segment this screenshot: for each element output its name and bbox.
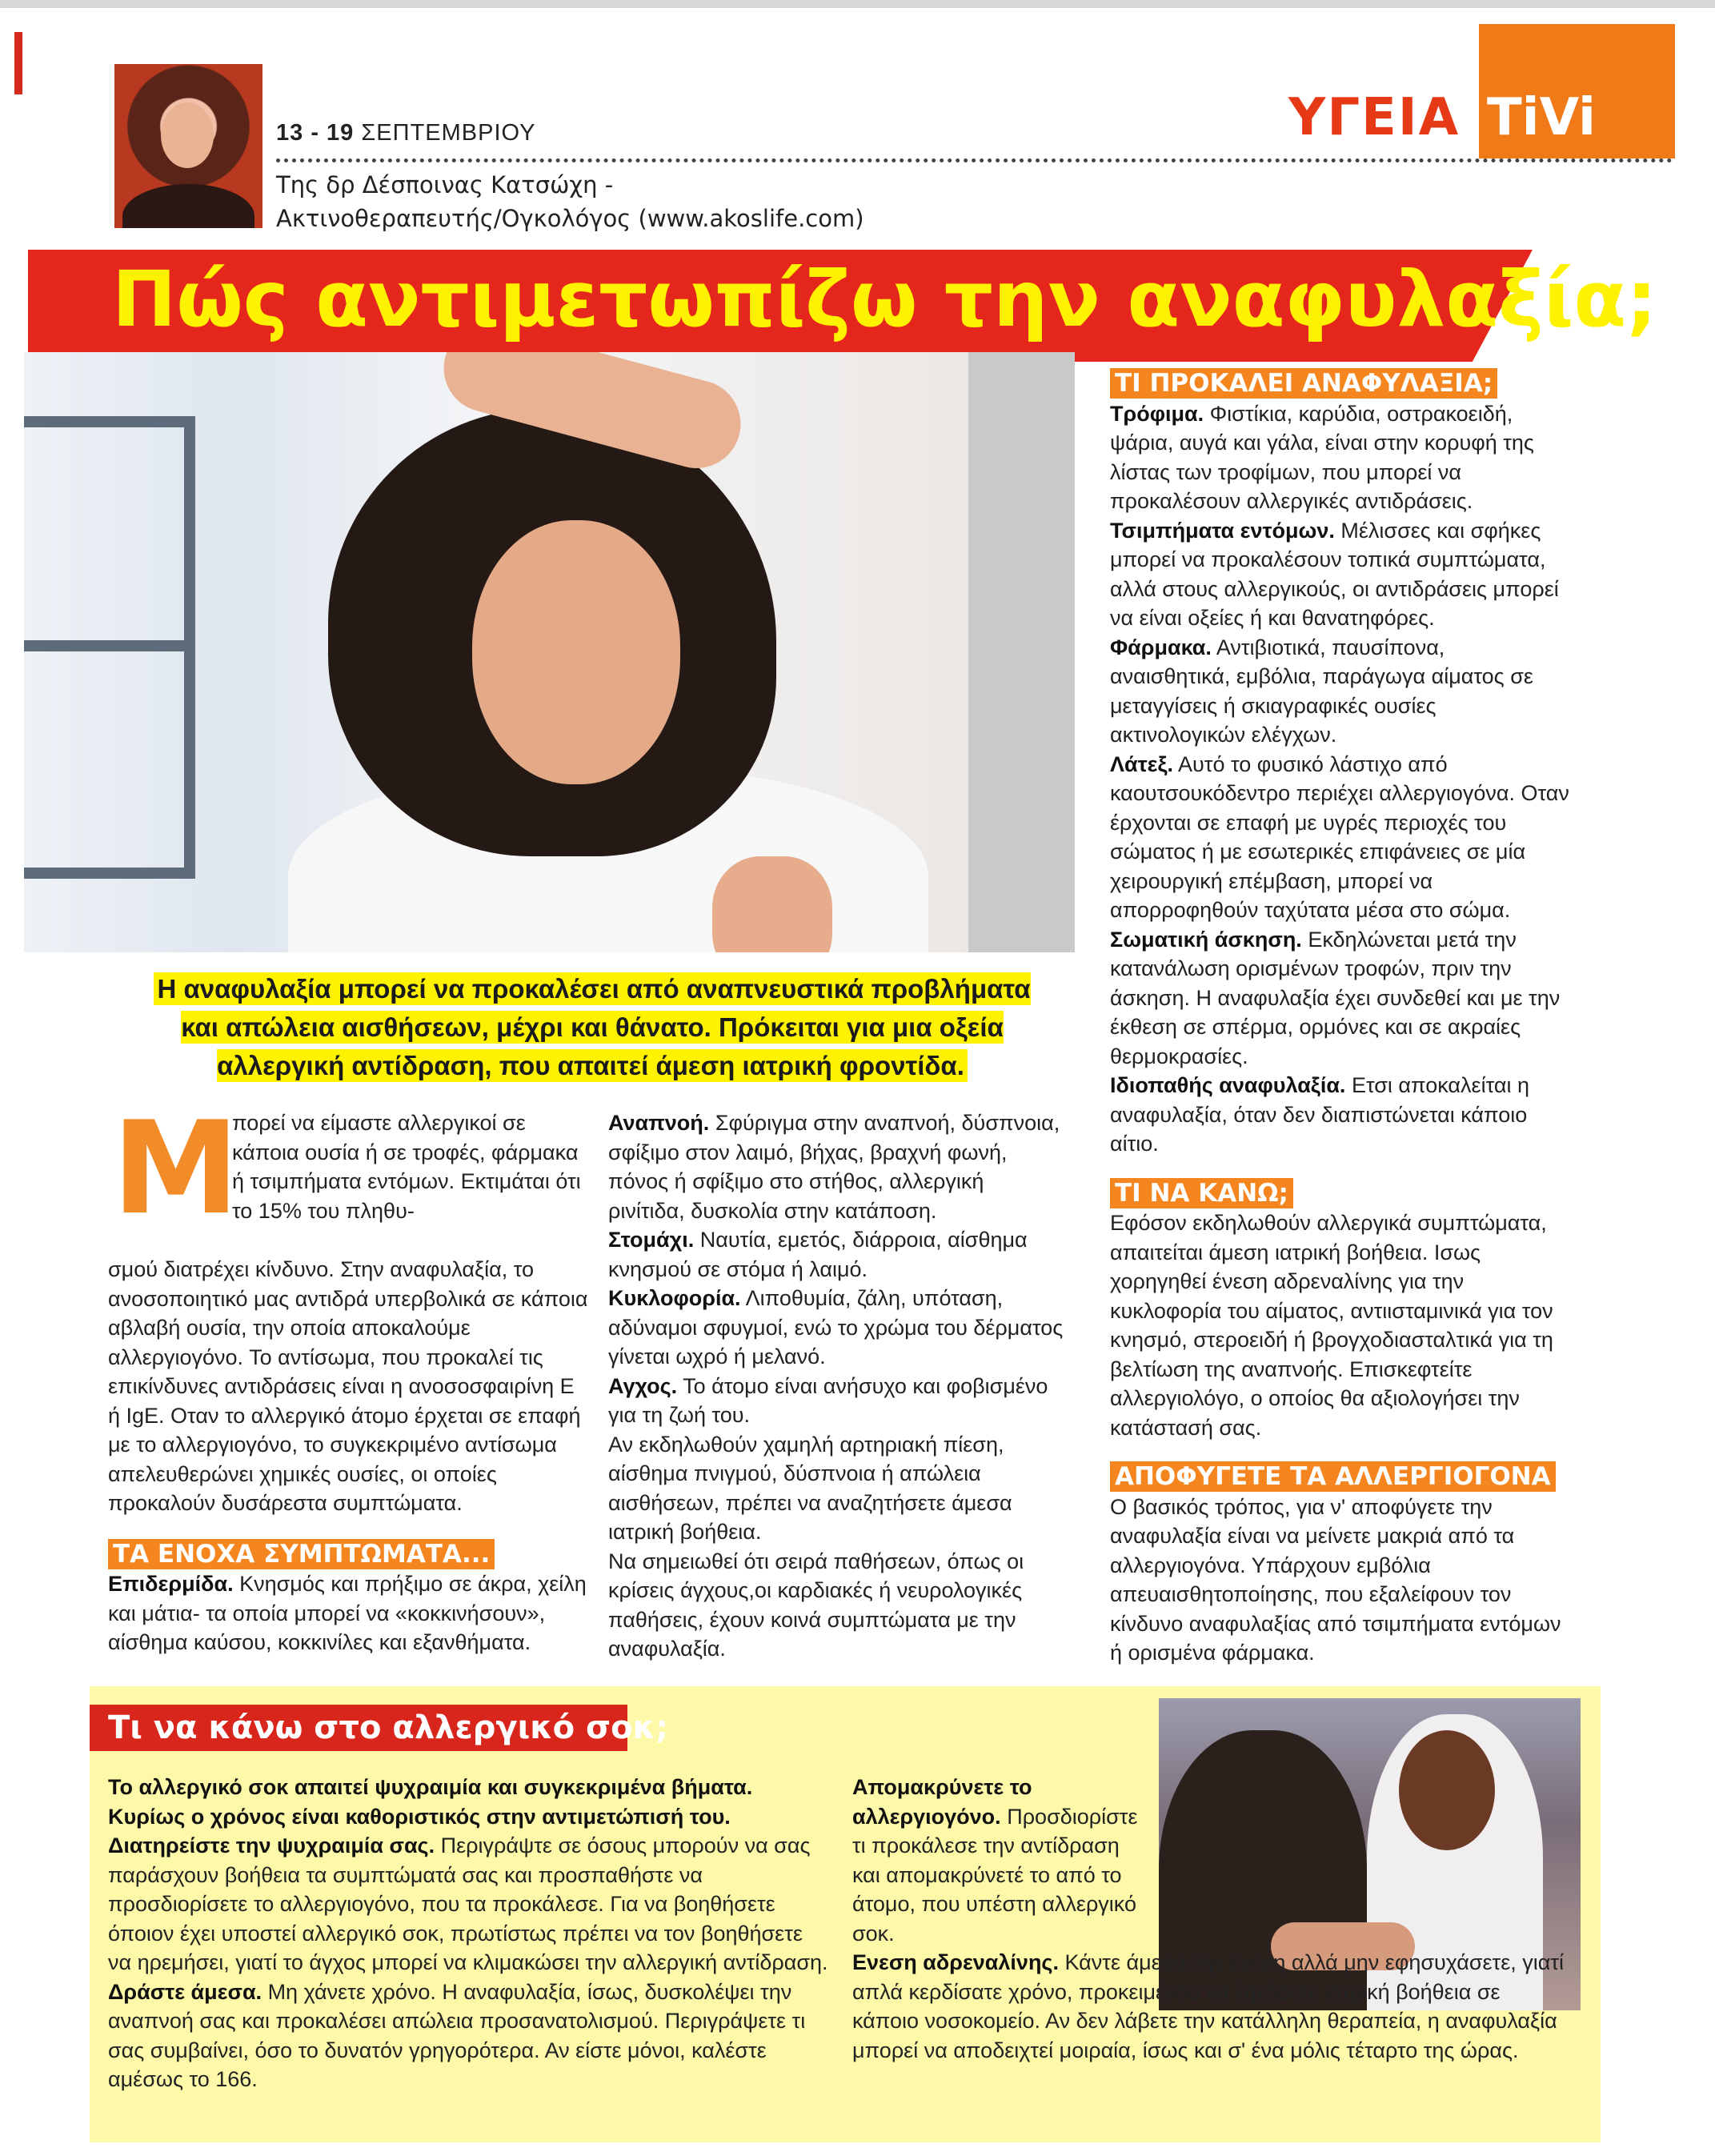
cause-latex-text: Αυτό το φυσικό λάστιχο από καουτσουκόδεντρο περιέχει αλλεργιογόνα. Οταν έρχονται σε επαφή με υγρές περιοχές του σώματος ή με εσωτερικές επιφάνειες σε μία χειρουργική επέμβαση, μπορεί να απορροφηθούν ταχύτατα μέσα στο σώμα. [1110, 751, 1569, 922]
woman-hand [712, 856, 832, 952]
shock-remove-text: Προσδιορίστε τι προκάλεσε την αντίδραση και απομακρύνετέ το από το άτομο, που υπέστη αλλεργικό σοκ. [852, 1804, 1138, 1946]
symptom-skin-label: Επιδερμίδα. [108, 1572, 234, 1596]
article-title: Πώς αντιμετωπίζω την αναφυλαξία; [112, 254, 1657, 344]
section-label: ΥΓΕΙΑ [1288, 88, 1461, 147]
hero-photo [24, 352, 1075, 952]
intro-paragraph-start: πορεί να είμαστε αλλεργικοί σε κάποια ουσία ή σε τροφές, φάρμακα ή τσιμπήματα εντόμων. Εκτιμάται ότι το 15% του πληθυ- [232, 1111, 581, 1223]
issue-date-month: ΣΕΠΤΕΜΒΡΙΟΥ [361, 120, 536, 146]
symptom-circulation-text: Λιποθυμία, ζάλη, υπόταση, αδύναμοι σφυγμοί, ενώ το χρώμα του δέρματος γίνεται ωχρό ή μελανό. [608, 1286, 1064, 1369]
brand-logo: TiVi [1487, 88, 1596, 147]
issue-date-days: 13 - 19 [276, 120, 355, 146]
intro-paragraph-text: σμού διατρέχει κίνδυνο. Στην αναφυλαξία, το ανοσοποιητικό μας αντιδρά υπερβολικά σε κάποια αβλαβή ουσία, την οποία αποκαλούμε αλλεργιογόνο. Το αντίσωμα, που προκαλεί τις επικίνδυνες αντιδράσεις είναι η ανοσοσφαιρίνη Ε ή IgE. Οταν το αλλεργικό άτομο έρχεται σε επαφή με το αλλεργιογόνο, το συγκεκριμένο αντίσωμα απελευθερώνει χημικές ουσίες, οι οποίες προκαλούν δυσάρεστα συμπτώματα. [108, 1257, 588, 1515]
cause-insects [1110, 516, 1570, 633]
shock-calm-text: Περιγράψτε σε όσους μπορούν να σας παράσχουν βοήθεια τα συμπτώματά σας και προσπαθήστε να προσδιορίσετε το αλλεργιογόνο, που τα προκάλεσε. Για να βοηθήσετε όποιον έχει υποστεί αλλεργικό σοκ, πρωτίστως πρέπει να τον βοηθήσετε να ηρεμήσει, γιατί το άγχος μπορεί να κλιμακώσει την αλλεργική αντίδραση. [108, 1833, 828, 1974]
page-marker [14, 32, 22, 94]
symptoms-heading: ΤΑ ΕΝΟΧΑ ΣΥΜΠΤΩΜΑΤΑ... [108, 1539, 495, 1569]
symptom-skin-text: Κνησμός και πρήξιμο σε άκρα, χείλη και μάτια- τα οποία μπορεί να «κοκκινήσουν», αίσθημα καύσου, κοκκινίλες και εξανθήματα. [108, 1572, 587, 1654]
top-border [0, 0, 1715, 8]
shock-intro: Το αλλεργικό σοκ απαιτεί ψυχραιμία και συγκεκριμένα βήματα. Κυρίως ο χρόνος είναι καθοριστικός στην αντιμετώπισή του. [108, 1775, 753, 1829]
shock-inject [852, 1948, 1573, 2065]
note-paragraph: Να σημειωθεί ότι σειρά παθήσεων, όπως οι κρίσεις άγχους,οι καρδιακές ή νευρολογικές παθήσεις, έχουν κοινά συμπτώματα με την αναφυλαξία. [608, 1549, 1024, 1661]
symptom-anxiety-text: Το άτομο είναι ανήσυχο και φοβισμένο για τη ζωή του. [608, 1373, 1048, 1427]
author-photo [114, 64, 262, 228]
shock-remove [852, 1773, 1140, 1948]
shock-left-column [108, 1773, 828, 2094]
author-face [161, 102, 214, 168]
cause-food-label: Τρόφιμα. [1110, 401, 1204, 426]
avoid-text: Ο βασικός τρόπος, για ν' αποφύγετε την αναφυλαξία είναι να μείνετε μακριά από τα αλλεργιογόνα. Υπάρχουν εμβόλια απευαισθητοποίησης, που εξαλείφουν τον κίνδυνο αναφυλαξίας από τσιμπήματα εντόμων ή ορισμένα φάρμακα. [1110, 1494, 1561, 1665]
symptom-stomach [608, 1225, 1064, 1284]
cause-insects-label: Τσιμπήματα εντόμων. [1110, 518, 1335, 543]
symptom-breath [608, 1108, 1064, 1225]
cause-latex [1110, 750, 1570, 925]
cause-drugs [1110, 633, 1570, 750]
cause-drugs-label: Φάρμακα. [1110, 635, 1212, 659]
cause-food [1110, 399, 1570, 516]
cause-idiopathic-label: Ιδιοπαθής αναφυλαξία. [1110, 1073, 1346, 1097]
what-to-do-text: Εφόσον εκδηλωθούν αλλεργικά συμπτώματα, απαιτείται άμεση ιατρική βοήθεια. Ισως χορηγηθεί ένεση αδρεναλίνης για την κυκλοφορία του αίματος, αντιισταμινικά για τον κνησμό, στεροειδή ή βρογχοδιασταλτικά για τη βελτίωση της αναπνοής. Επισκεφτείτε αλλεργιολόγο, ο οποίος θα αξιολογήσει την κατάστασή σας. [1110, 1211, 1553, 1440]
shock-calm [108, 1831, 828, 1978]
article-lead-text: Η αναφυλαξία μπορεί να προκαλέσει από αναπνευστικά προβλήματα και απώλεια αισθήσεων, μέχρι και θάνατο. Πρόκειται για μια οξεία αλλεργική αντίδραση, που απαιτεί άμεση ιατρική φροντίδα. [154, 972, 1030, 1082]
symptom-anxiety-label: Αγχος. [608, 1373, 678, 1398]
symptom-breath-label: Αναπνοή. [608, 1111, 710, 1135]
symptom-skin [108, 1569, 588, 1657]
cause-insects-text: Μέλισσες και σφήκες μπορεί να προκαλέσουν τοπικά συμπτώματα, αλλά στους αλλεργικούς, οι αντιδράσεις μπορεί να είναι οξείες ή και θανατηφόρες. [1110, 518, 1559, 630]
cause-food-text: Φιστίκια, καρύδια, οστρακοειδή, ψάρια, αυγά και γάλα, είναι στην κορυφή της λίστας των τροφίμων, που μπορεί να προκαλέσουν αλλεργικές αντιδράσεις. [1110, 401, 1534, 513]
byline-author: Της δρ Δέσποινας Κατσώχη - [276, 171, 614, 198]
low-bp-paragraph: Αν εκδηλωθούν χαμηλή αρτηριακή πίεση, αίσθημα πνιγμού, δύσπνοια ή απώλεια αισθήσεων, πρέπει να αναζητήσετε άμεσα ιατρική βοήθεια. [608, 1432, 1012, 1544]
avoid-heading: ΑΠΟΦΥΓΕΤΕ ΤΑ ΑΛΛΕΡΓΙΟΓΟΝΑ [1110, 1461, 1556, 1492]
cause-exercise-text: Εκδηλώνεται μετά την κατανάλωση ορισμένων τροφών, πριν την άσκηση. Η αναφυλαξία έχει συνδεθεί και με την έκθεση σε σπέρμα, ορμόνες και σε ακραίες θερμοκρασίες. [1110, 927, 1561, 1068]
causes-heading: ΤΙ ΠΡΟΚΑΛΕΙ ΑΝΑΦΥΛΑΞΙΑ; [1110, 368, 1497, 399]
drop-cap: Μ [112, 1093, 240, 1243]
cause-idiopathic [1110, 1071, 1570, 1159]
shock-act-label: Δράστε άμεσα. [108, 1979, 262, 2004]
shock-act-text: Μη χάνετε χρόνο. Η αναφυλαξία, ίσως, δυσκολέψει την αναπνοή σας και προκαλέσει απώλεια προσανατολισμού. Περιγράψετε τι σας συμβαίνει, όσο το δυνατόν γρηγορότερα. Αν είστε μόνοι, καλέστε αμέσως το 166. [108, 1979, 806, 2091]
woman-face [472, 520, 680, 784]
shock-inject-text: Κάντε άμεσα την ένεση αλλά μην εφησυχάσετε, γιατί απλά κερδίσατε χρόνο, προκειμένου να ζητήσετε ιατρική βοήθεια σε κάποιο νοσοκομείο. Αν δεν λάβετε την κατάλληλη θεραπεία, η αναφυλαξία μπορεί να αποδειχτεί μοιραία, ίσως και σ' ένα μόλις τέταρτο της ώρας. [852, 1950, 1565, 2062]
header-dotted-rule [276, 158, 1673, 162]
symptom-stomach-label: Στομάχι. [608, 1228, 695, 1252]
shock-act [108, 1978, 828, 2094]
cause-exercise [1110, 925, 1570, 1072]
intro-paragraph-cont [108, 1255, 588, 1657]
article-lead [144, 970, 1040, 1085]
symptom-breath-text: Σφύριγμα στην αναπνοή, δύσπνοια, σφίξιμο στον λαιμό, βήχας, βραχνή φωνή, πόνος ή σφίξιμο στο στήθος, αλλεργική ρινίτιδα, δυσκολία στην κατάποση. [608, 1111, 1060, 1223]
sidebar-column [1110, 368, 1570, 1668]
cause-exercise-label: Σωματική άσκηση. [1110, 927, 1302, 952]
cause-idiopathic-text: Ετσι αποκαλείται η αναφυλαξία, όταν δεν διαπιστώνεται κάποιο αίτιο. [1110, 1073, 1529, 1156]
cause-latex-label: Λάτεξ. [1110, 751, 1173, 776]
shock-right-column [852, 1773, 1573, 2065]
wall-pillar [968, 352, 1075, 952]
symptom-circulation [608, 1284, 1064, 1372]
symptoms-column [608, 1108, 1064, 1664]
symptom-stomach-text: Ναυτία, εμετός, διάρροια, αίσθημα κνησμού σε στόμα ή λαιμό. [608, 1228, 1028, 1281]
shock-inject-label: Ενεση αδρεναλίνης. [852, 1950, 1059, 1974]
what-to-do-heading: ΤΙ ΝΑ ΚΑΝΩ; [1110, 1178, 1293, 1208]
byline-credentials: Ακτινοθεραπευτής/Ογκολόγος (www.akoslife.com) [276, 205, 864, 232]
byline [276, 168, 864, 235]
cause-drugs-text: Αντιβιοτικά, παυσίπονα, αναισθητικά, εμβόλια, παράγωγα αίματος σε μεταγγίσεις ή σκιαγραφικές ουσίες ακτινολογικών ελέγχων. [1110, 635, 1533, 747]
symptom-circulation-label: Κυκλοφορία. [608, 1286, 741, 1310]
window-crossbar [24, 640, 195, 651]
issue-date [276, 120, 536, 146]
author-shoulders [122, 184, 254, 228]
shock-calm-label: Διατηρείστε την ψυχραιμία σας. [108, 1833, 435, 1857]
shock-remove-label: Απομακρύνετε το αλλεργιογόνο. [852, 1775, 1032, 1829]
shock-heading: Τι να κάνω στο αλλεργικό σοκ; [108, 1709, 669, 1746]
symptom-anxiety [608, 1372, 1064, 1430]
